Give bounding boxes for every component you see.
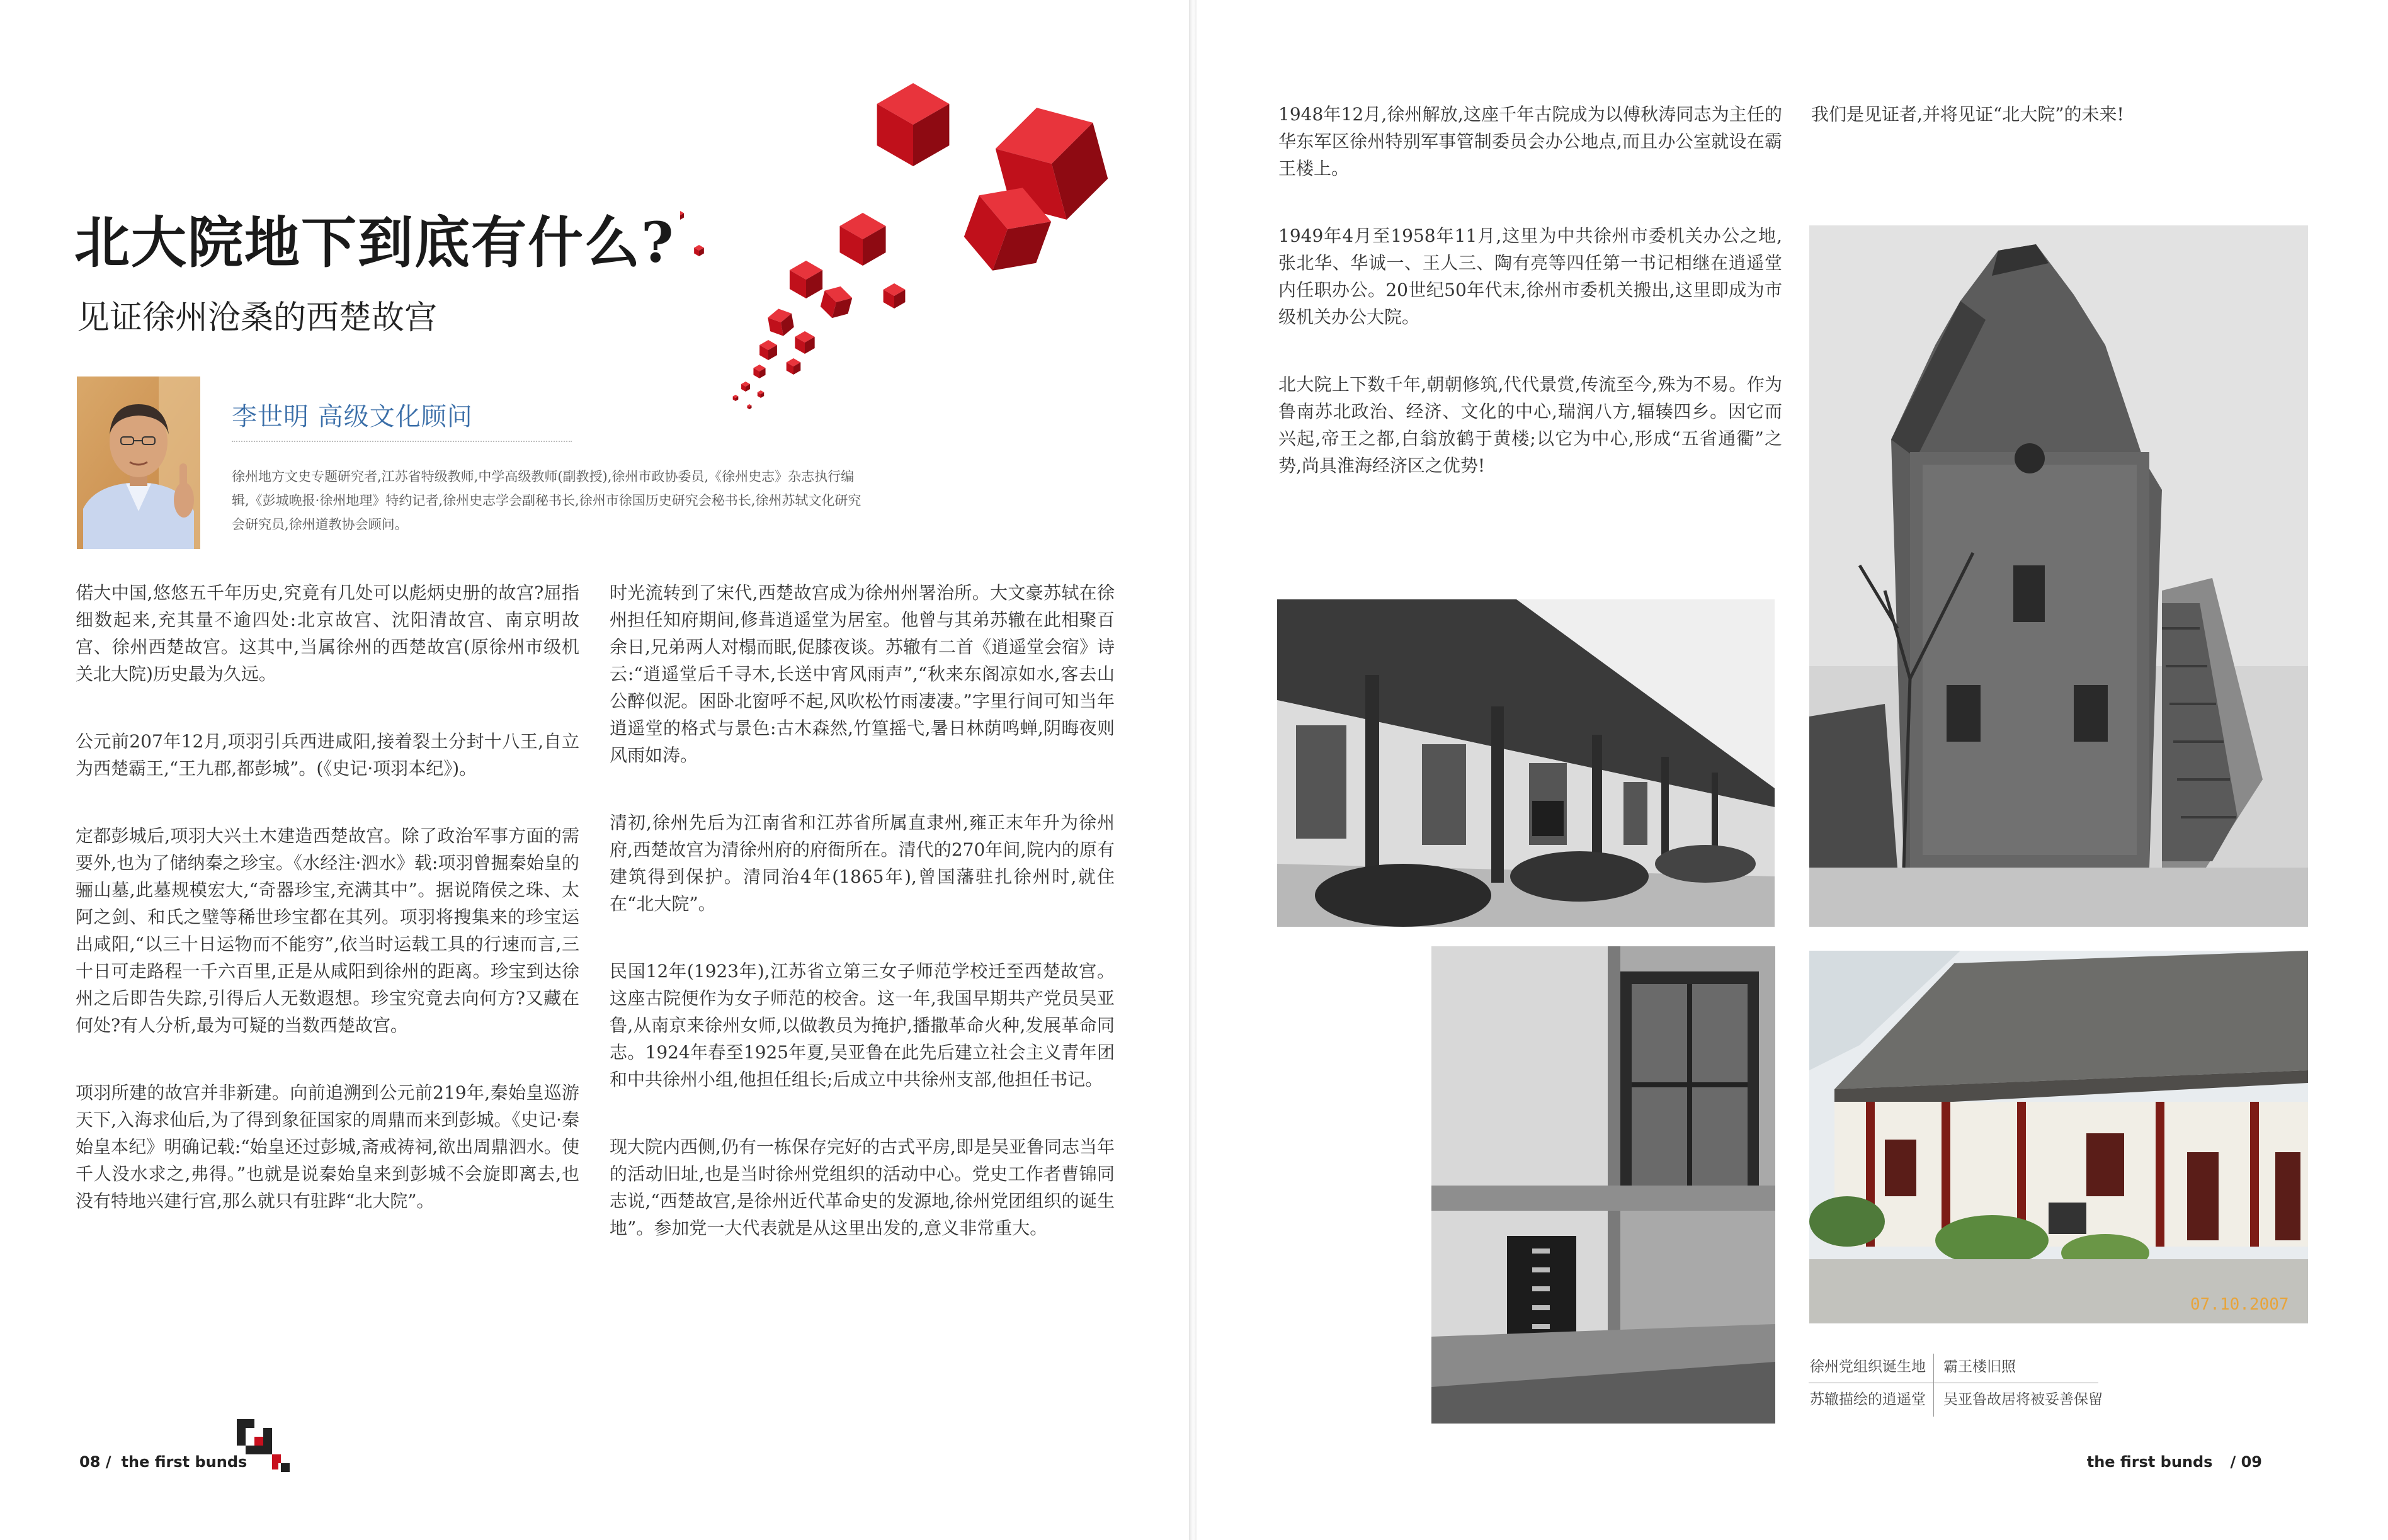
paragraph: 公元前207年12月,项羽引兵西进咸阳,接着裂土分封十八王,自立为西楚霸王,“王九郡,都彭城”。(《史记·项羽本纪》)。 (76, 731, 579, 779)
paragraph: 定都彭城后,项羽大兴土木建造西楚故宫。除了政治军事方面的需要外,也为了储纳秦之珍宝。《水经注·泗水》载:项羽曾掘秦始皇的骊山墓,此墓规模宏大,“奇器珍宝,充满其中”。据说隋侯之珠、太阿之剑、和氏之璧等稀世珍宝都在其列。项羽将搜集来的珍宝运出咸阳,“以三十日运物而不能穷”,依当时运载工具的行速而言,三十日可走路程一千六百里,正是从咸阳到徐州的距离。珍宝到达徐州之后即告失踪,引得后人无数遐想。珍宝究竟去向何方?又藏在何处?有人分析,最为可疑的当数西楚故宫。 (76, 825, 579, 1036)
paragraph: 现大院内西侧,仍有一栋保存完好的古式平房,即是吴亚鲁同志当年的活动旧址,也是当时徐州党组织的活动中心。党史工作者曹锦同志说,“西楚故宫,是徐州近代革命史的发源地,徐州党团组织的诞生地”。参加党一大代表就是从这里出发的,意义非常重大。 (610, 1136, 1115, 1238)
page-folio-left (79, 1453, 247, 1471)
paragraph: 1948年12月,徐州解放,这座千年古院成为以傅秋涛同志为主任的华东军区徐州特别军事管制委员会办公地点,而且办公室就设在霸王楼上。 (1278, 104, 1782, 179)
body-column-1 (76, 579, 579, 1255)
caption-bawang-tower: 霸王楼旧照 (1943, 1359, 2016, 1375)
paragraph: 清初,徐州先后为江南省和江苏省所属直隶州,雍正末年升为徐州府,西楚故宫为清徐州府的府衙所在。清代的270年间,院内的原有建筑得到保护。清同治4年(1865年),曾国藩驻扎徐州时,就住在“北大院”。 (610, 812, 1115, 914)
magazine-name: the first bunds (121, 1453, 247, 1471)
author-portrait (77, 377, 200, 549)
photo-date-stamp: 07.10.2007 (2190, 1295, 2289, 1314)
caption-xiaoyao-hall: 苏辙描绘的逍遥堂 (1810, 1391, 1926, 1408)
body-column-2 (610, 579, 1115, 1282)
paragraph: 民国12年(1923年),江苏省立第三女子师范学校迁至西楚故宫。这座古院便作为女子师范的校舍。这一年,我国早期共产党员吴亚鲁,从南京来徐州女师,以做教员为掩护,播撒革命火种,发展革命同志。1924年春至1925年夏,吴亚鲁在此先后建立社会主义青年团和中共徐州小组,他担任组长;后成立中共徐州支部,他担任书记。 (610, 961, 1115, 1090)
article-title: 北大院地下到底有什么? (74, 210, 675, 275)
paragraph: 项羽所建的故宫并非新建。向前追溯到公元前219年,秦始皇巡游天下,入海求仙后,为了得到象征国家的周鼎而来到彭城。《史记·秦始皇本纪》明确记载:“始皇还过彭城,斋戒祷祠,欲出周鼎泗水。使千人没水求之,弗得。”也就是说秦始皇来到彭城不会旋即离去,也没有特地兴建行宫,那么就只有驻跸“北大院”。 (76, 1082, 579, 1211)
paragraph: 1949年4月至1958年11月,这里为中共徐州市委机关办公之地,张北华、华诚一、王人三、陶有亮等四任第一书记相继在逍遥堂内任职办公。20世纪50年代末,徐州市委机关搬出,这里即成为市级机关办公大院。 (1278, 225, 1782, 327)
author-divider (232, 441, 572, 442)
paragraph: 北大院上下数千年,朝朝修筑,代代景赏,传流至今,殊为不易。作为鲁南苏北政治、经济、文化的中心,瑞润八方,辐辏四乡。因它而兴起,帝王之都,白翁放鹤于黄楼;以它为中心,形成“五省通衢”之势,尚具淮海经济区之优势! (1278, 374, 1782, 476)
caption-wu-yalu-residence: 吴亚鲁故居将被妥善保留 (1943, 1391, 2103, 1408)
caption-party-birthplace: 徐州党组织诞生地 (1810, 1359, 1926, 1375)
body-column-4 (1811, 101, 2239, 168)
photo-corridor-house (1277, 599, 1775, 927)
author-bio: 徐州地方文史专题研究者,江苏省特级教师,中学高级教师(副教授),徐州市政协委员,《徐州史志》杂志执行编辑,《彭城晚报·徐州地理》特约记者,徐州史志学会副秘书长,徐州市徐国历史研究会秘书长,徐州苏轼文化研究会研究员,徐州道教协会顾问。 (232, 469, 861, 532)
paragraph: 我们是见证者,并将见证“北大院”的未来! (1811, 104, 2124, 125)
paragraph: 时光流转到了宋代,西楚故宫成为徐州州署治所。大文豪苏轼在徐州担任知府期间,修葺逍遥堂为居室。他曾与其弟苏辙在此相聚百余日,兄弟两人对榻而眠,促膝夜谈。苏辙有二首《逍遥堂会宿》诗云:“逍遥堂后千寻木,长送中宵风雨声”,“秋来东阁凉如水,客去山公醉似泥。困卧北窗呼不起,风吹松竹雨凄凄。”字里行间可知当年逍遥堂的格式与景色:古木森然,竹篁摇弋,暑日林荫鸣蝉,阴晦夜则风雨如涛。 (610, 582, 1115, 766)
photo-wall-plaque (1431, 946, 1775, 1424)
photo-courtyard-hall (1809, 951, 2308, 1323)
paragraph: 偌大中国,悠悠五千年历史,究竟有几处可以彪炳史册的故宫?屈指细数起来,充其量不逾四处:北京故宫、沈阳清故宫、南京明故宫、徐州西楚故宫。这其中,当属徐州的西楚故宫(原徐州市级机关北大院)历史最为久远。 (76, 582, 579, 684)
page-folio-right (2087, 1453, 2262, 1471)
right-page (1197, 0, 2388, 1540)
page-number: 08 / (79, 1453, 111, 1471)
page-number: / 09 (2230, 1453, 2262, 1471)
caption-divider-vertical (1933, 1354, 1934, 1417)
author-name-title: 李世明 高级文化顾问 (232, 402, 473, 431)
body-column-3 (1278, 101, 1782, 519)
magazine-name: the first bunds (2086, 1453, 2213, 1471)
photo-bawang-tower (1809, 225, 2308, 927)
left-page (0, 0, 1190, 1540)
article-subtitle: 见证徐州沧桑的西楚故宫 (77, 299, 438, 337)
